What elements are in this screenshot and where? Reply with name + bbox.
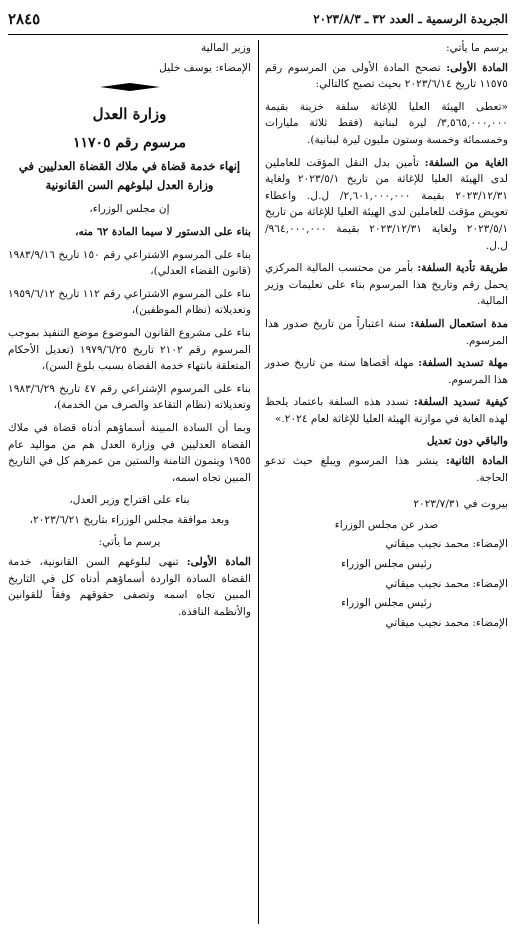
- repayment-method-label: كيفية تسديد السلفة:: [413, 396, 508, 409]
- justice-article-one-text: تنهى لبلوغهم السن القانونية، خدمة القضاة السادة الواردة أسماؤهم أدناه كل في التاريخ المبين تجاه اسمه وتصفى حقوقهم وفقاً للقوانين والأنظمة النافذة.: [8, 556, 251, 618]
- legal-basis-1: بناء على المرسوم الاشتراعي رقم ١٥٠ تاريخ ١٩٨٣/٩/١٦ (قانون القضاء العدلي)،: [7, 248, 251, 278]
- council-issuer: إن مجلس الوزراء،: [89, 203, 170, 216]
- ministry-heading: وزارة العدل: [92, 105, 167, 124]
- advance-purpose-label: الغاية من السلفة:: [424, 156, 508, 169]
- finance-minister-signature: الإمضاء: يوسف خليل: [159, 61, 251, 74]
- page-header: [8, 8, 508, 35]
- decree-intro-2: يرسم ما يأتي:: [98, 536, 161, 549]
- advance-purpose-text: تأمين بدل النقل المؤقت للعاملين لدى الهيئة العليا للإغاثة من تاريخ ٢٠٢٣/٥/١ ولغاية ٢٠٢٣/١٢/٣١ بقيمة ٢,٦٠١,٠٠٠,٠٠٠/ ل.ل. واعطاء تعويض مؤقت للعاملين لدى الهيئة العليا للإغاثة من تاريخ ٢٠٢٣/٥/١ ولغاية ٢٠٢٣/١٢/٣١ بقيمة ٩٦٤,٠٠٠,٠٠٠/ ل.ل.: [265, 156, 509, 252]
- article-two: [265, 453, 508, 486]
- repayment-method-text: تسدد هذه السلفة باعتماد يلحظ لهذه الغاية في موازنة الهيئة العليا للإغاثة لعام ٢٠٢٤.»: [265, 396, 508, 425]
- justice-article-one: [8, 554, 251, 620]
- signature-block: [265, 496, 508, 631]
- signature-1: الإمضاء: محمد نجيب ميقاتي: [385, 538, 508, 551]
- article-two-text: ينشر هذا المرسوم ويبلغ حيث تدعو الحاجة.: [265, 455, 508, 484]
- usage-duration-label: مدة استعمال السلفة:: [410, 317, 509, 330]
- constitution-basis: بناء على الدستور لا سيما المادة ٦٢ منه،: [75, 225, 251, 238]
- legal-basis-2: بناء على المرسوم الاشتراعي رقم ١١٢ تاريخ ١٩٥٩/٦/١٢ وتعديلاته (نظام الموظفين)،: [7, 287, 251, 317]
- council-approval: وبعد موافقة مجلس الوزراء بتاريخ ٢٠٢٣/٦/٢١،: [29, 513, 230, 526]
- repayment-method: [265, 394, 508, 427]
- place-date: بيروت في ٢٠٢٣/٧/٣١: [413, 498, 508, 511]
- legal-basis-3: بناء على مشروع القانون الموضوع موضع التنفيذ بموجب المرسوم رقم ٢١٠٢ تاريخ ١٩٧٩/٦/٢٥ (تعديل الأحكام المتعلقة بانتهاء خدمة القضاة بسبب بلوغ السن)،: [8, 326, 251, 373]
- advance-purpose: [265, 155, 508, 255]
- minister-proposal: بناء على اقتراح وزير العدل،: [69, 494, 190, 507]
- justice-article-one-label: المادة الأولى:: [186, 556, 251, 569]
- decree-subject: إنهاء خدمة قضاة في ملاك القضاة العدليين في وزارة العدل لبلوغهم السن القانونية: [18, 159, 241, 193]
- repayment-period-text: مهلة أقصاها سنة من تاريخ صدور هذا المرسوم.: [265, 357, 508, 386]
- advance-quote: «تعطى الهيئة العليا للإغاثة سلفة خزينة بقيمة ٣,٥٦٥,٠٠٠,٠٠٠/ ليرة لبنانية (فقط ثلاثة مليارات وخمسمائة وخمسة وستون مليون ليرة لبنانية).: [265, 100, 508, 146]
- pm-title-2: رئيس مجلس الوزراء: [341, 597, 432, 610]
- right-column: [265, 40, 508, 634]
- article-one: [265, 60, 508, 93]
- pm-title-1: رئيس مجلس الوزراء: [341, 558, 432, 571]
- article-one-label: المادة الأولى:: [446, 61, 508, 74]
- usage-duration-text: سنة اعتباراً من تاريخ صدور هذا المرسوم.: [265, 317, 508, 347]
- legal-basis-4: بناء على المرسوم الإشتراعي رقم ٤٧ تاريخ ١٩٨٣/٦/٢٩ وتعديلاته (نظام التقاعد والصرف من الخدمة)،: [8, 382, 251, 412]
- left-column: [8, 40, 251, 626]
- decree-number: مرسوم رقم ١١٧٠٥: [73, 134, 186, 151]
- usage-duration: [265, 316, 508, 349]
- column-divider: [258, 40, 259, 924]
- gazette-title: الجريدة الرسمية ـ العدد ٣٢ ـ ٢٠٢٣/٨/٣: [313, 12, 508, 26]
- article-two-label: المادة الثانية:: [445, 455, 508, 468]
- payment-method: [265, 260, 508, 310]
- repayment-period-label: مهلة تسديد السلفة:: [418, 357, 508, 370]
- page-number: ٢٨٤٥: [8, 10, 41, 28]
- decree-intro: يرسم ما يأتي:: [446, 42, 508, 54]
- payment-method-text: بأمر من محتسب المالية المركزي يحمل رقم وتاريخ هذا المرسوم بناء على تعليمات وزير المالية.: [265, 262, 508, 308]
- remainder-unchanged: والباقي دون تعديل: [426, 435, 508, 448]
- finance-minister-title: وزير المالية: [200, 42, 251, 54]
- article-one-text: تصحح المادة الأولى من المرسوم رقم ١١٥٧٥ تاريخ ٢٠٢٣/٦/١٤ بحيث تصبح كالتالي:: [265, 61, 508, 91]
- payment-method-label: طريقة تأدية السلفة:: [417, 262, 508, 275]
- issued-by: صدر عن مجلس الوزراء: [334, 518, 439, 531]
- separator-ornament-icon: [100, 82, 160, 92]
- signature-3: الإمضاء: محمد نجيب ميقاتي: [385, 616, 508, 629]
- signature-2: الإمضاء: محمد نجيب ميقاتي: [385, 577, 508, 590]
- repayment-period: [265, 355, 508, 388]
- whereas-clause: وبما أن السادة المبينة أسماؤهم أدناه قضاة في ملاك القضاة العدليين في وزارة العدل هم من مواليد عام ١٩٥٥ ويتمون الثامنة والستين من عمرهم كل في التاريخ المبين تجاه اسمه،: [8, 421, 251, 484]
